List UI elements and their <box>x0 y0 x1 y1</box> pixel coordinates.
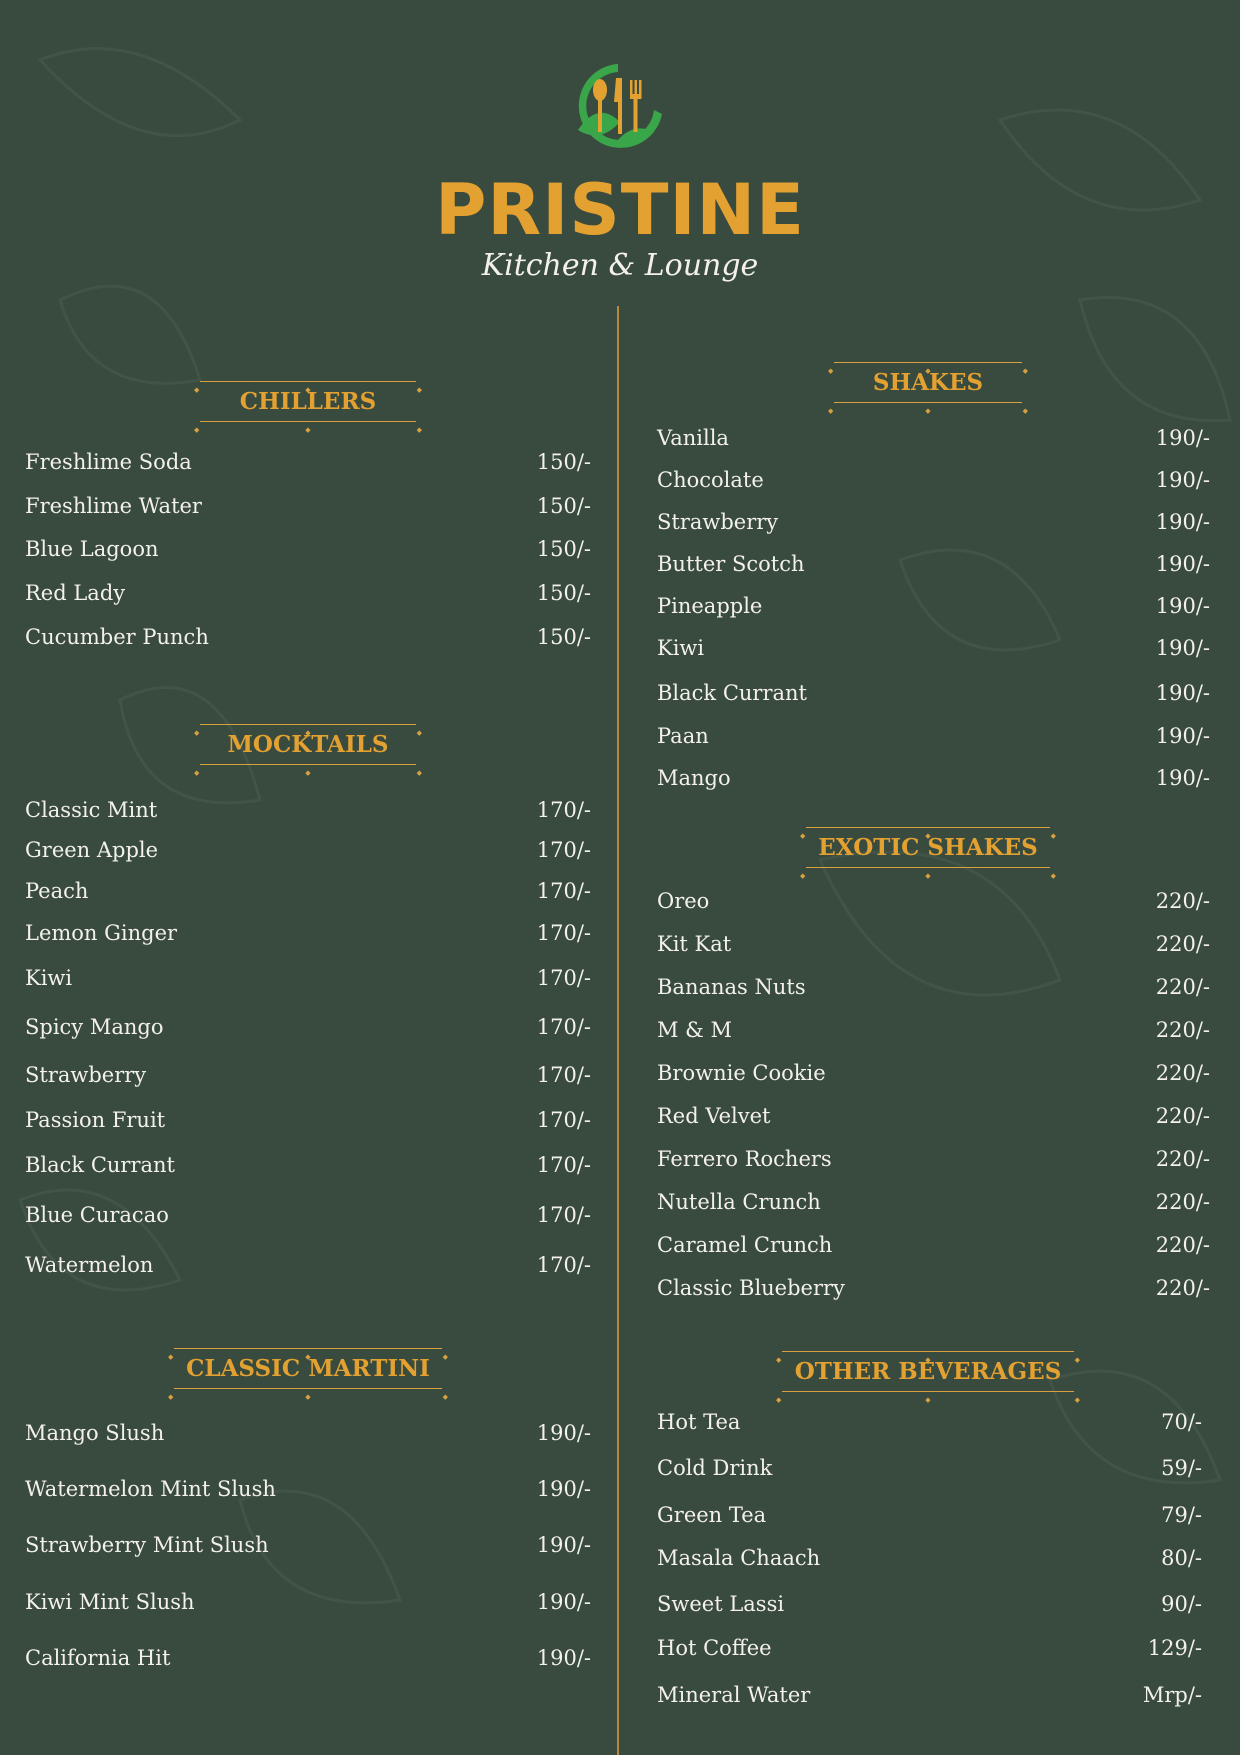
item-name: Sweet Lassi <box>657 1592 785 1616</box>
item-price: 190/- <box>1155 681 1210 705</box>
item-name: Kiwi Mint Slush <box>25 1590 195 1614</box>
item-name: Vanilla <box>657 426 729 450</box>
menu-item <box>25 1416 591 1450</box>
item-name: Lemon Ginger <box>25 921 178 945</box>
item-price: 190/- <box>536 1477 591 1501</box>
item-price: Mrp/- <box>1142 1683 1202 1707</box>
item-name: Watermelon Mint Slush <box>25 1477 276 1501</box>
menu-item <box>25 1528 591 1562</box>
item-price: 220/- <box>1155 1233 1210 1257</box>
menu-item <box>657 1541 1202 1575</box>
item-price: 220/- <box>1155 975 1210 999</box>
item-price: 220/- <box>1155 1276 1210 1300</box>
item-price: 220/- <box>1155 889 1210 913</box>
item-price: 190/- <box>1155 636 1210 660</box>
item-price: 80/- <box>1161 1546 1202 1570</box>
item-price: 79/- <box>1161 1503 1202 1527</box>
menu-list-other-beverages <box>657 0 1202 1755</box>
menu-item <box>657 1451 1202 1485</box>
menu-item <box>657 1405 1202 1439</box>
item-price: 170/- <box>536 1203 591 1227</box>
item-name: Mango Slush <box>25 1421 165 1445</box>
item-name: Hot Tea <box>657 1410 741 1434</box>
item-price: 70/- <box>1161 1410 1202 1434</box>
item-price: 190/- <box>1155 766 1210 790</box>
item-price: 170/- <box>536 921 591 945</box>
item-price: 220/- <box>1155 1104 1210 1128</box>
item-price: 150/- <box>536 450 591 474</box>
item-price: 220/- <box>1155 1018 1210 1042</box>
item-price: 150/- <box>536 581 591 605</box>
item-name: Kit Kat <box>657 932 732 956</box>
item-price: 190/- <box>1155 552 1210 576</box>
item-name: M & M <box>657 1018 733 1042</box>
item-name: Black Currant <box>25 1153 175 1177</box>
item-name: Green Apple <box>25 838 159 862</box>
item-price: 170/- <box>536 1063 591 1087</box>
item-price: 170/- <box>536 966 591 990</box>
item-name: Nutella Crunch <box>657 1190 821 1214</box>
item-name: Paan <box>657 724 709 748</box>
section-title-text: MOCKTAILS <box>227 731 389 758</box>
brand-subtitle: Kitchen & Lounge <box>481 248 759 283</box>
item-name: Bananas Nuts <box>657 975 806 999</box>
item-name: Masala Chaach <box>657 1546 821 1570</box>
menu-item <box>657 1587 1202 1621</box>
item-price: 170/- <box>536 1253 591 1277</box>
item-name: Cucumber Punch <box>25 625 209 649</box>
item-name: Black Currant <box>657 681 807 705</box>
menu-list-classic-martini <box>25 0 591 1755</box>
item-name: Ferrero Rochers <box>657 1147 832 1171</box>
item-price: 59/- <box>1161 1456 1202 1480</box>
item-name: Mango <box>657 766 731 790</box>
column-divider <box>617 306 619 1755</box>
item-name: Classic Mint <box>25 798 158 822</box>
menu-item <box>657 1678 1202 1712</box>
item-price: 190/- <box>536 1590 591 1614</box>
menu-item <box>657 1498 1202 1532</box>
item-name: Hot Coffee <box>657 1636 772 1660</box>
item-price: 220/- <box>1155 1190 1210 1214</box>
item-name: Blue Lagoon <box>25 537 159 561</box>
item-price: 170/- <box>536 838 591 862</box>
item-name: Spicy Mango <box>25 1015 164 1039</box>
item-name: Classic Blueberry <box>657 1276 845 1300</box>
item-name: Cold Drink <box>657 1456 773 1480</box>
section-title-text: CLASSIC MARTINI <box>186 1355 430 1382</box>
item-price: 190/- <box>1155 510 1210 534</box>
item-name: Brownie Cookie <box>657 1061 826 1085</box>
item-name: Butter Scotch <box>657 552 805 576</box>
item-name: California Hit <box>25 1646 171 1670</box>
item-name: Oreo <box>657 889 710 913</box>
item-price: 170/- <box>536 798 591 822</box>
item-name: Kiwi <box>25 966 73 990</box>
item-price: 170/- <box>536 1153 591 1177</box>
item-name: Freshlime Water <box>25 494 202 518</box>
item-name: Blue Curacao <box>25 1203 169 1227</box>
menu-item <box>25 1472 591 1506</box>
item-price: 90/- <box>1161 1592 1202 1616</box>
item-name: Strawberry <box>657 510 779 534</box>
section-title-text: OTHER BEVERAGES <box>794 1358 1062 1385</box>
item-name: Mineral Water <box>657 1683 811 1707</box>
item-name: Passion Fruit <box>25 1108 166 1132</box>
item-price: 190/- <box>1155 426 1210 450</box>
item-name: Green Tea <box>657 1503 767 1527</box>
item-name: Peach <box>25 879 89 903</box>
item-name: Freshlime Soda <box>25 450 192 474</box>
item-price: 190/- <box>1155 594 1210 618</box>
item-name: Kiwi <box>657 636 705 660</box>
item-price: 170/- <box>536 879 591 903</box>
item-price: 150/- <box>536 494 591 518</box>
item-name: Watermelon <box>25 1253 154 1277</box>
item-price: 220/- <box>1155 932 1210 956</box>
menu-item <box>25 1585 591 1619</box>
item-price: 150/- <box>536 625 591 649</box>
item-price: 220/- <box>1155 1147 1210 1171</box>
item-price: 190/- <box>536 1421 591 1445</box>
menu-item <box>25 1641 591 1675</box>
item-name: Red Velvet <box>657 1104 771 1128</box>
brand-name: PRISTINE <box>435 169 805 251</box>
item-price: 190/- <box>1155 724 1210 748</box>
item-price: 150/- <box>536 537 591 561</box>
section-title-text: EXOTIC SHAKES <box>818 834 1038 861</box>
item-price: 190/- <box>536 1533 591 1557</box>
item-name: Caramel Crunch <box>657 1233 833 1257</box>
item-price: 170/- <box>536 1108 591 1132</box>
item-price: 220/- <box>1155 1061 1210 1085</box>
item-name: Red Lady <box>25 581 126 605</box>
item-name: Strawberry <box>25 1063 147 1087</box>
item-price: 129/- <box>1147 1636 1202 1660</box>
section-title-text: SHAKES <box>872 369 984 396</box>
item-price: 170/- <box>536 1015 591 1039</box>
item-name: Strawberry Mint Slush <box>25 1533 269 1557</box>
item-price: 190/- <box>536 1646 591 1670</box>
section-title-text: CHILLERS <box>239 388 377 415</box>
item-name: Chocolate <box>657 468 764 492</box>
menu-item <box>657 1631 1202 1665</box>
item-name: Pineapple <box>657 594 763 618</box>
item-price: 190/- <box>1155 468 1210 492</box>
